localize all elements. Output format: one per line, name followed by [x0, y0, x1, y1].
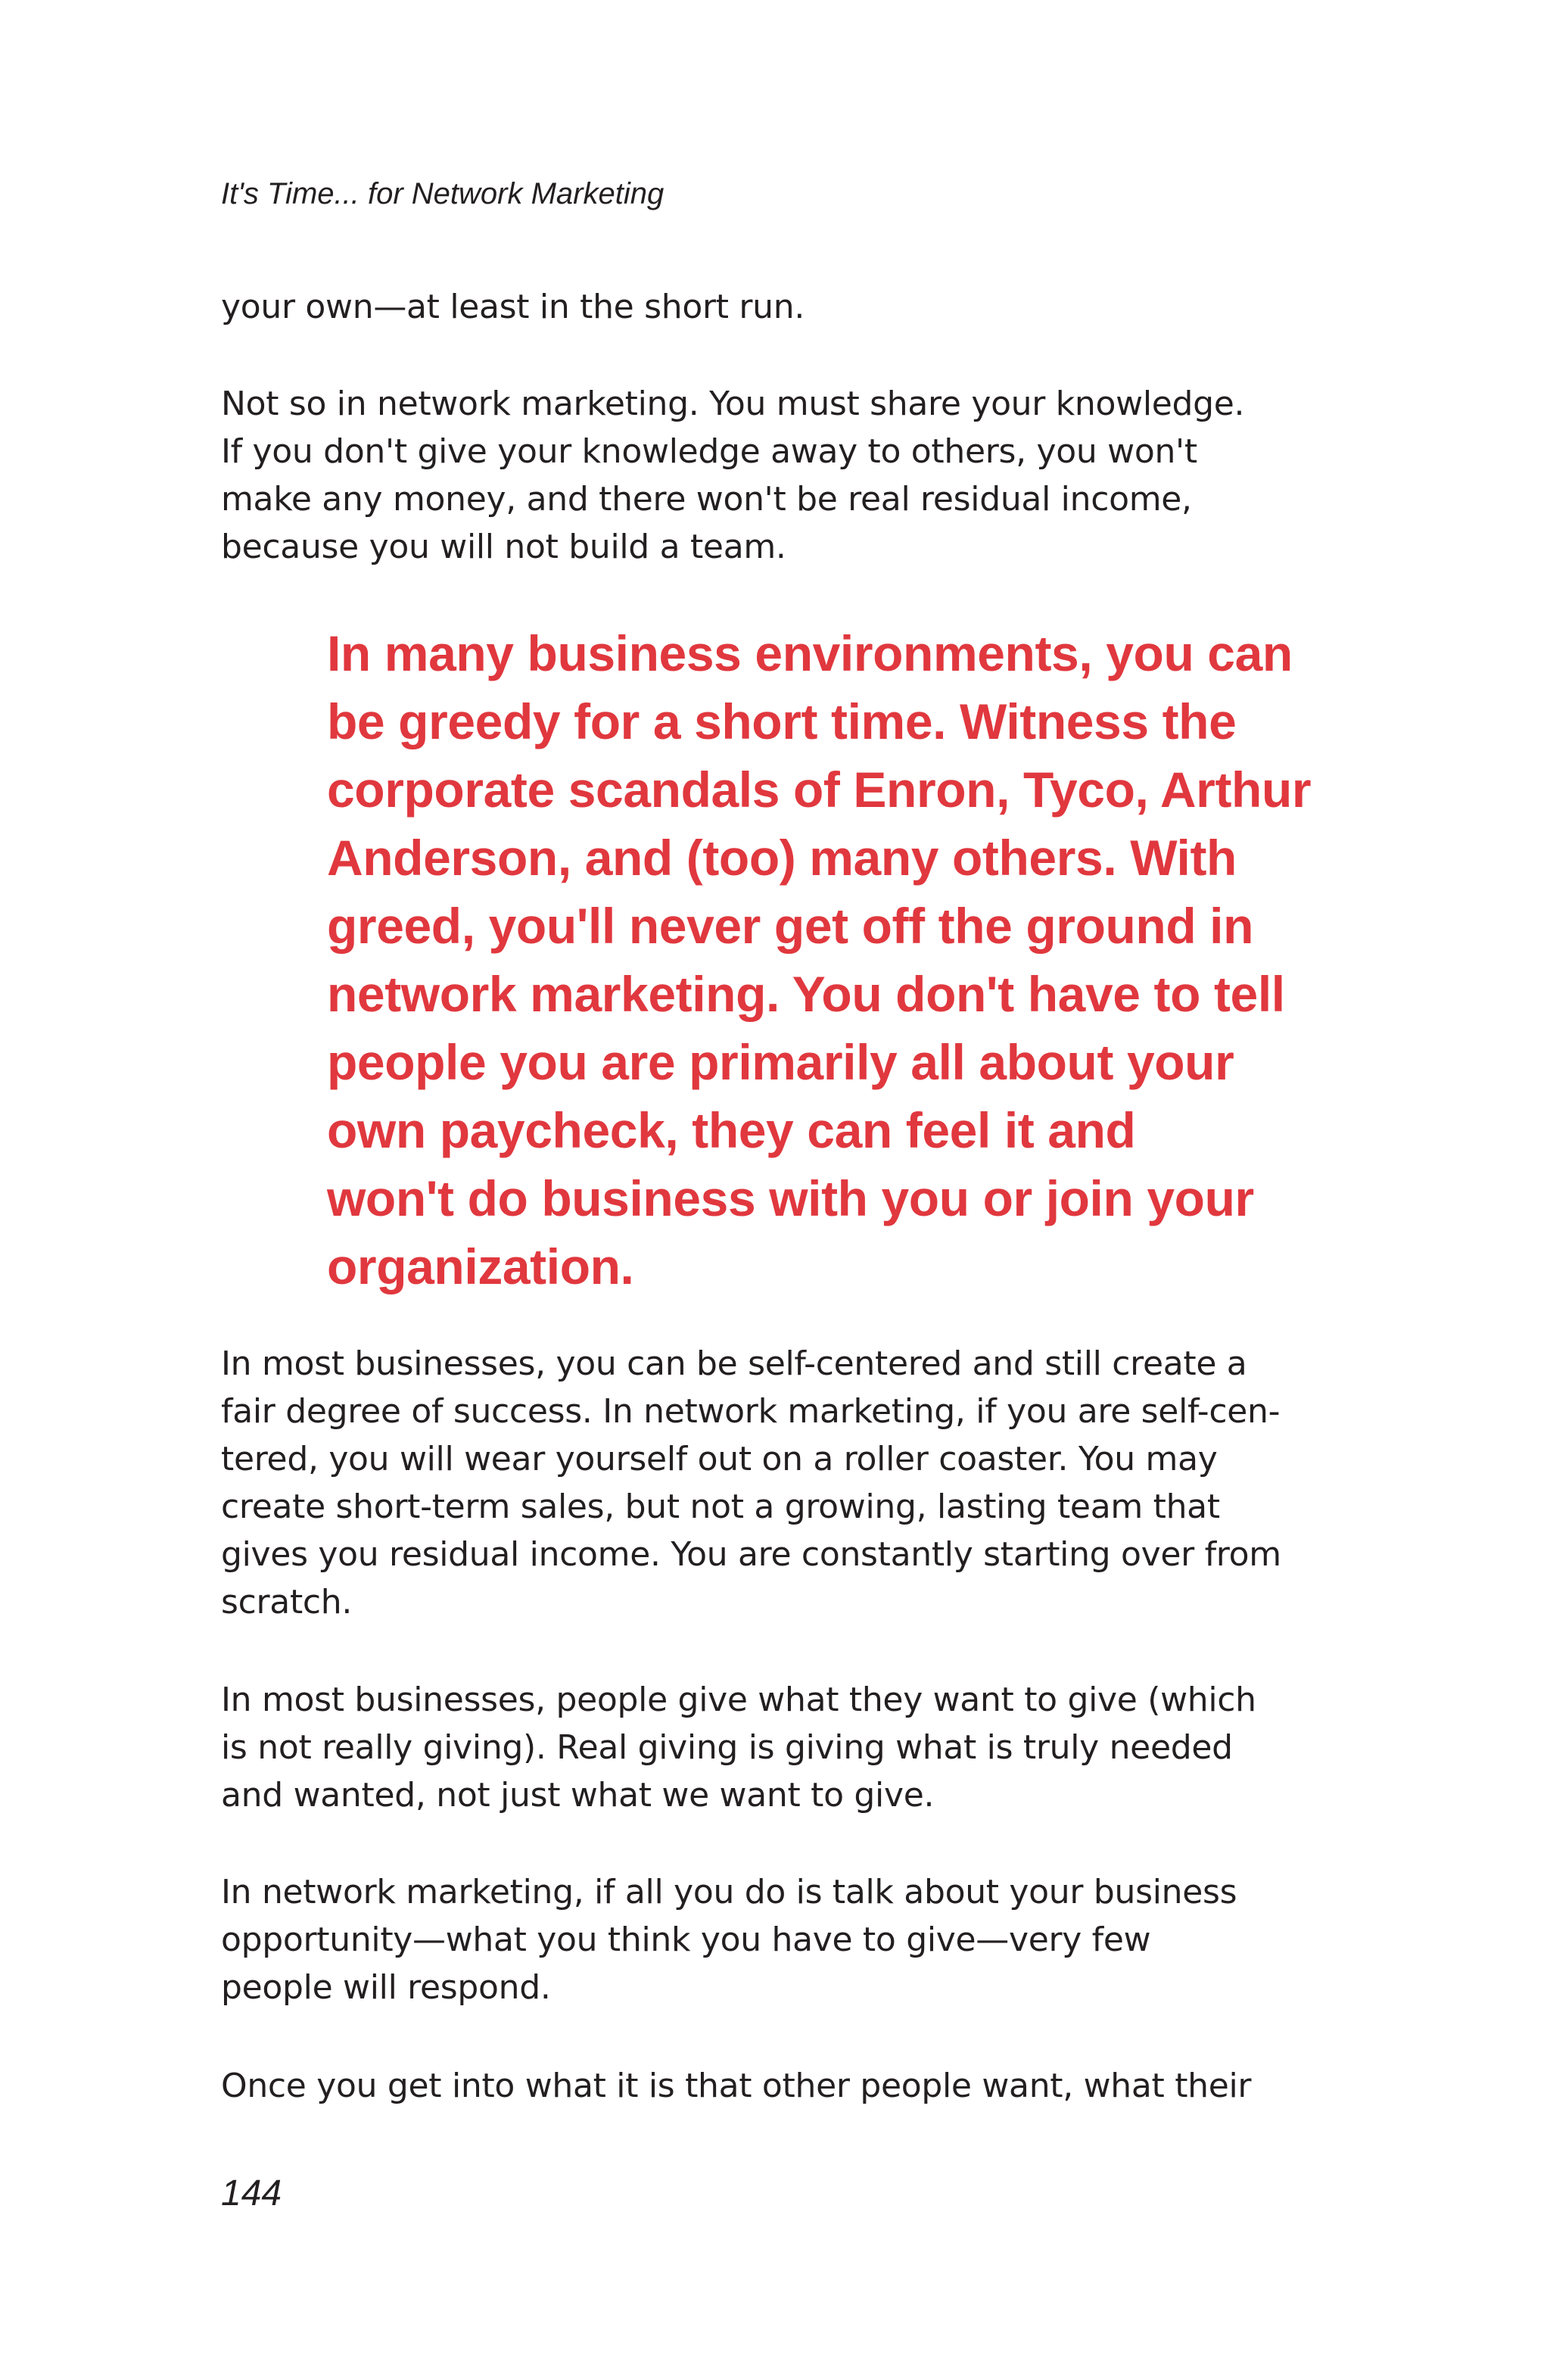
text-line: In network marketing, if all you do is talk about your business	[221, 1873, 1237, 1911]
text-line: scratch.	[221, 1583, 353, 1621]
pull-quote-line: people you are primarily all about your	[327, 1034, 1234, 1090]
text-line: people will respond.	[221, 1968, 551, 2007]
text-line: create short-term sales, but not a growing, lasting team that	[221, 1488, 1220, 1526]
paragraph-3	[221, 1340, 1341, 1626]
pull-quote-line: be greedy for a short time. Witness the	[327, 693, 1237, 749]
text-line: Not so in network marketing. You must share your knowledge.	[221, 385, 1245, 423]
pull-quote-line: Anderson, and (too) many others. With	[327, 830, 1237, 886]
text-line: opportunity—what you think you have to give—very few	[221, 1921, 1151, 1959]
text-line: fair degree of success. In network marketing, if you are self-cen-	[221, 1392, 1281, 1431]
text-line: gives you residual income. You are constantly starting over from	[221, 1535, 1281, 1574]
pull-quote-line: won't do business with you or join your	[327, 1170, 1254, 1226]
pull-quote-line: network marketing. You don't have to tell	[327, 966, 1285, 1022]
text-line: because you will not build a team.	[221, 528, 786, 566]
pull-quote-line: greed, you'll never get off the ground in	[327, 898, 1254, 954]
paragraph-1	[221, 283, 1341, 331]
text-line: is not really giving). Real giving is giving what is truly needed	[221, 1728, 1233, 1767]
text-line: In most businesses, people give what they want to give (which	[221, 1681, 1256, 1719]
text-line: and wanted, not just what we want to give.	[221, 1776, 935, 1815]
running-header: It's Time... for Network Marketing	[221, 177, 665, 210]
paragraph-4	[221, 1676, 1341, 1819]
pull-quote	[327, 619, 1341, 1301]
text-line: your own—at least in the short run.	[221, 288, 805, 326]
text-line: If you don't give your knowledge away to others, you won't	[221, 432, 1197, 471]
paragraph-2	[221, 380, 1341, 571]
text-line: Once you get into what it is that other people want, what their	[221, 2067, 1252, 2105]
text-line: In most businesses, you can be self-centered and still create a	[221, 1344, 1247, 1383]
paragraph-6	[221, 2062, 1341, 2110]
pull-quote-line: corporate scandals of Enron, Tyco, Arthur	[327, 762, 1312, 818]
pull-quote-line: own paycheck, they can feel it and	[327, 1102, 1136, 1158]
pull-quote-line: In many business environments, you can	[327, 625, 1293, 681]
paragraph-5	[221, 1868, 1341, 2011]
pull-quote-line: organization.	[327, 1238, 634, 1294]
page-number: 144	[221, 2173, 282, 2213]
text-line: make any money, and there won't be real residual income,	[221, 480, 1192, 519]
text-line: tered, you will wear yourself out on a roller coaster. You may	[221, 1440, 1218, 1478]
